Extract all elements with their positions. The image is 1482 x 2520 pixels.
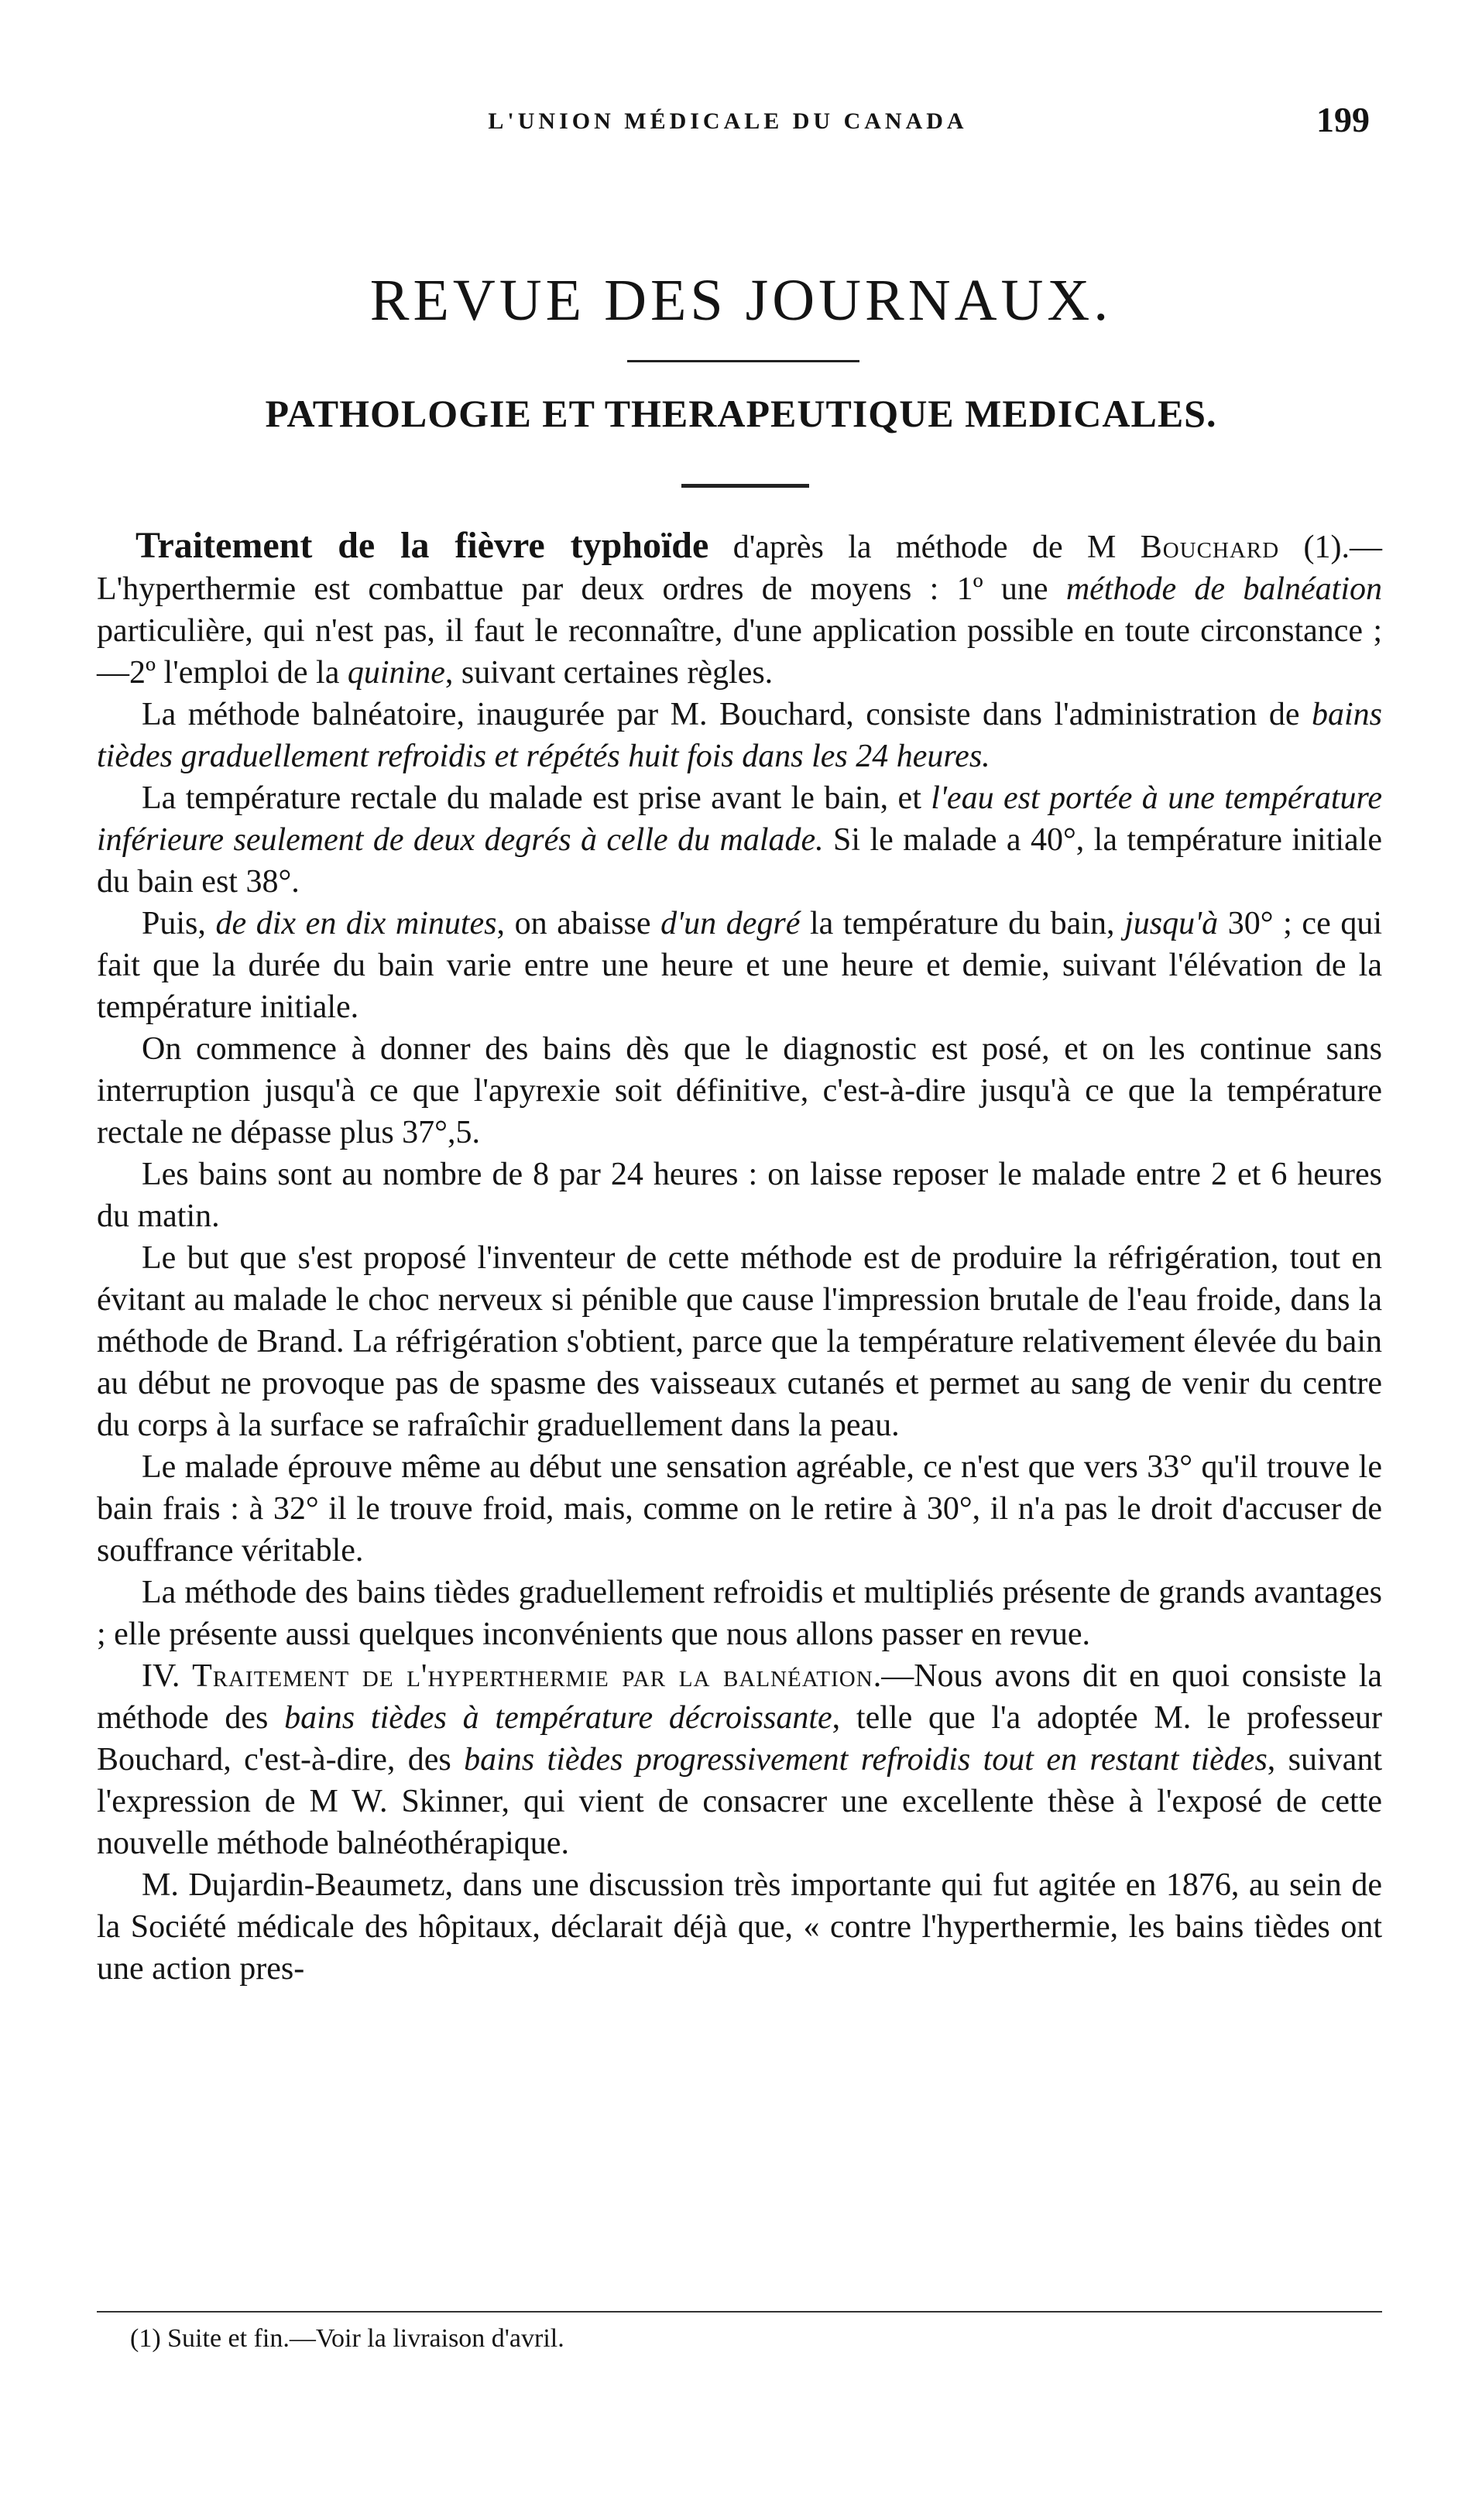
footnote: (1) Suite et fin.—Voir la livraison d'avril. <box>130 2324 564 2353</box>
page-number: 199 <box>1316 100 1370 139</box>
p4-italic-3: jusqu'à <box>1124 906 1219 941</box>
paragraph-10 <box>97 1655 1382 1864</box>
paragraph-8: Le malade éprouve même au début une sensation agréable, ce n'est que vers 33° qu'il trouve le bain frais : à 32° il le trouve froid, mais, comme on le retire à 30°, il n'a pas le droit d'accuser de souffrance véritable. <box>97 1449 1382 1569</box>
p1-italic-1: méthode de balnéation <box>1065 571 1382 607</box>
paragraph-3 <box>97 777 1382 903</box>
paragraph-11: M. Dujardin-Beaumetz, dans une discussion très importante qui fut agitée en 1876, au sein de la Société médicale des hôpitaux, déclarait déjà que, « contre l'hyperthermie, les bains tièdes ont une action pres- <box>97 1867 1382 1987</box>
paragraph-5: On commence à donner des bains dès que le diagnostic est posé, et on les continue sans interruption jusqu'à ce que l'apyrexie soit définitive, c'est-à-dire jusqu'à ce que la température rectale ne dépasse plus 37°,5. <box>97 1031 1382 1150</box>
footnote-divider <box>97 2311 1382 2313</box>
p2-italic: bains tièdes graduellement refroidis et répétés huit fois dans les 24 heures. <box>97 697 1382 774</box>
p1-author-name: Bouchard <box>1140 530 1280 565</box>
p2-text-a: La méthode balnéatoire, inaugurée par M. Bouchard, consiste dans l'administration de <box>142 697 1312 732</box>
p10-italic-2: bains tièdes progressivement refroidis tout en restant tièdes <box>464 1742 1268 1778</box>
subsection-title: PATHOLOGIE ET THERAPEUTIQUE MEDICALES. <box>265 392 1217 435</box>
p10-text-a: IV. <box>142 1658 193 1694</box>
running-head: L'UNION MÉDICALE DU CANADA <box>488 108 968 134</box>
p4-italic-1: de dix en dix minutes <box>215 906 497 941</box>
p3-text-a: La température rectale du malade est prise avant le bain, et <box>142 780 931 816</box>
p1-text-b: (1).—L'hyperthermie est combattue par deux ordres de moyens : 1º une <box>97 530 1382 607</box>
p4-italic-2: d'un degré <box>660 906 801 941</box>
p1-text-c: particulière, qui n'est pas, il faut le reconnaître, d'une application possible en toute circonstance ;—2º l'emploi de la <box>97 613 1382 691</box>
p3-italic: l'eau est portée à une température inférieure seulement de deux degrés à celle du malade. <box>97 780 1382 858</box>
p4-text-a: Puis, <box>142 906 216 941</box>
p10-text-c: , telle que l'a adoptée M. le professeur Bouchard, c'est-à-dire, des <box>97 1700 1382 1778</box>
article-lead-title: Traitement de la fièvre typhoïde <box>136 525 709 566</box>
p10-italic-1: bains tièdes à température décroissante <box>284 1700 832 1736</box>
p1-text-a: d'après la méthode de M <box>708 530 1141 565</box>
paragraph-4 <box>97 903 1382 1028</box>
p4-text-c: la température du bain, <box>800 906 1125 941</box>
p3-text-b: Si le malade a 40°, la température initiale du bain est 38°. <box>97 822 1382 900</box>
p4-text-d: 30° ; ce qui fait que la durée du bain varie entre une heure et une heure et demie, suivant l'élévation de la température initiale. <box>97 906 1382 1025</box>
p1-italic-2: quinine <box>347 655 445 691</box>
paragraph-1 <box>97 525 1382 694</box>
p10-section-heading: Traitement de l'hyperthermie par la balnéation <box>192 1658 873 1694</box>
paragraph-6: Les bains sont au nombre de 8 par 24 heures : on laisse reposer le malade entre 2 et 6 heures du matin. <box>97 1157 1382 1234</box>
p4-text-b: , on abaisse <box>496 906 661 941</box>
p1-text-d: , suivant certaines règles. <box>444 655 774 691</box>
article-body <box>97 525 1382 1990</box>
paragraph-2 <box>97 694 1382 777</box>
paragraph-9: La méthode des bains tièdes graduellement refroidis et multipliés présente de grands avantages ; elle présente aussi quelques inconvénients que nous allons passer en revue. <box>97 1575 1382 1652</box>
section-title: REVUE DES JOURNAUX. <box>369 268 1113 333</box>
p10-text-b: .—Nous avons dit en quoi consiste la méthode des <box>97 1658 1383 1736</box>
p10-text-d: , suivant l'expression de M W. Skinner, qui vient de consacrer une excellente thèse à l'exposé de cette nouvelle méthode balnéothérapique. <box>97 1742 1382 1861</box>
paragraph-7: Le but que s'est proposé l'inventeur de cette méthode est de produire la réfrigération, tout en évitant au malade le choc nerveux si pénible que cause l'impression brutale de l'eau froide, dans la méthode de Brand. La réfrigération s'obtient, parce que la température relativement élevée du bain au début ne provoque pas de spasme des vaisseaux cutanés et permet au sang de venir du centre du corps à la surface se rafraîchir graduellement dans la peau. <box>97 1240 1382 1443</box>
subsection-divider <box>681 484 809 488</box>
section-divider <box>627 360 859 362</box>
